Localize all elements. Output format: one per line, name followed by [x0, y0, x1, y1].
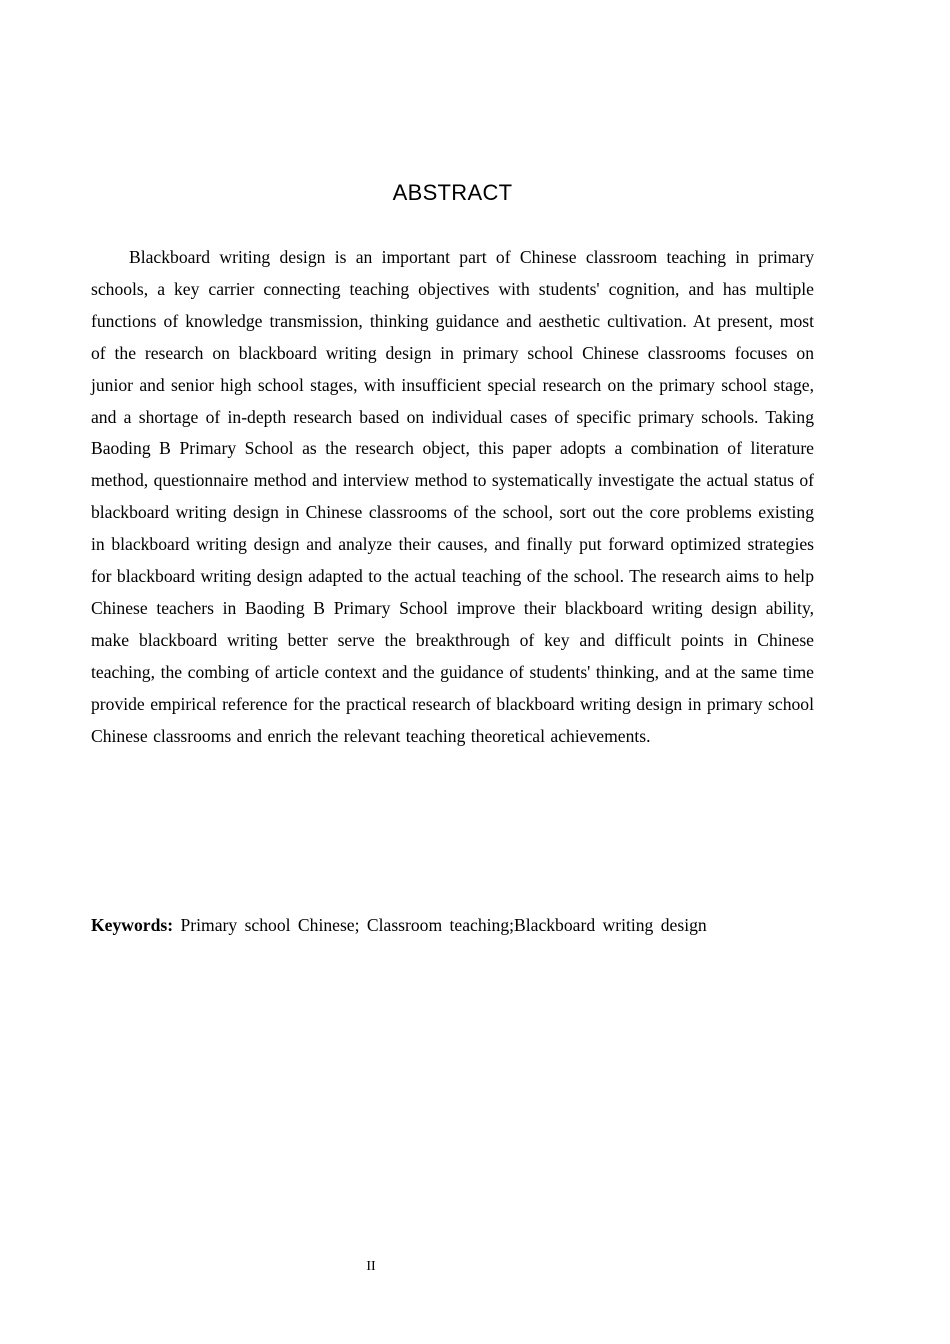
abstract-body: Blackboard writing design is an important part of Chinese classroom teaching in primary schools, a key carrier connecting teaching objectives with students' cognition, and has multiple functions of knowledge transmission, thinking guidance and aesthetic cultivation. At present, most of the research on blackboard writing design in primary school Chinese classrooms focuses on junior and senior high school stages, with insufficient special research on the primary school stage, and a shortage of in-depth research based on individual cases of specific primary schools. Taking Baoding B Primary School as the research object, this paper adopts a combination of literature method, questionnaire method and interview method to systematically investigate the actual status of blackboard writing design in Chinese classrooms of the school, sort out the core problems existing in blackboard writing design and analyze their causes, and finally put forward optimized strategies for blackboard writing design adapted to the actual teaching of the school. The research aims to help Chinese teachers in Baoding B Primary School improve their blackboard writing design ability, make blackboard writing better serve the breakthrough of key and difficult points in Chinese teaching, the combing of article context and the guidance of students' thinking, and at the same time provide empirical reference for the practical research of blackboard writing design in primary school Chinese classrooms and enrich the relevant teaching theoretical achievements. — [91, 247, 814, 746]
keywords-line — [91, 910, 814, 940]
keywords-label: Keywords: — [91, 915, 174, 935]
abstract-title: ABSTRACT — [392, 180, 513, 205]
page-number: II — [366, 1259, 376, 1274]
keywords-text: Primary school Chinese; Classroom teaching;Blackboard writing design — [180, 915, 707, 935]
